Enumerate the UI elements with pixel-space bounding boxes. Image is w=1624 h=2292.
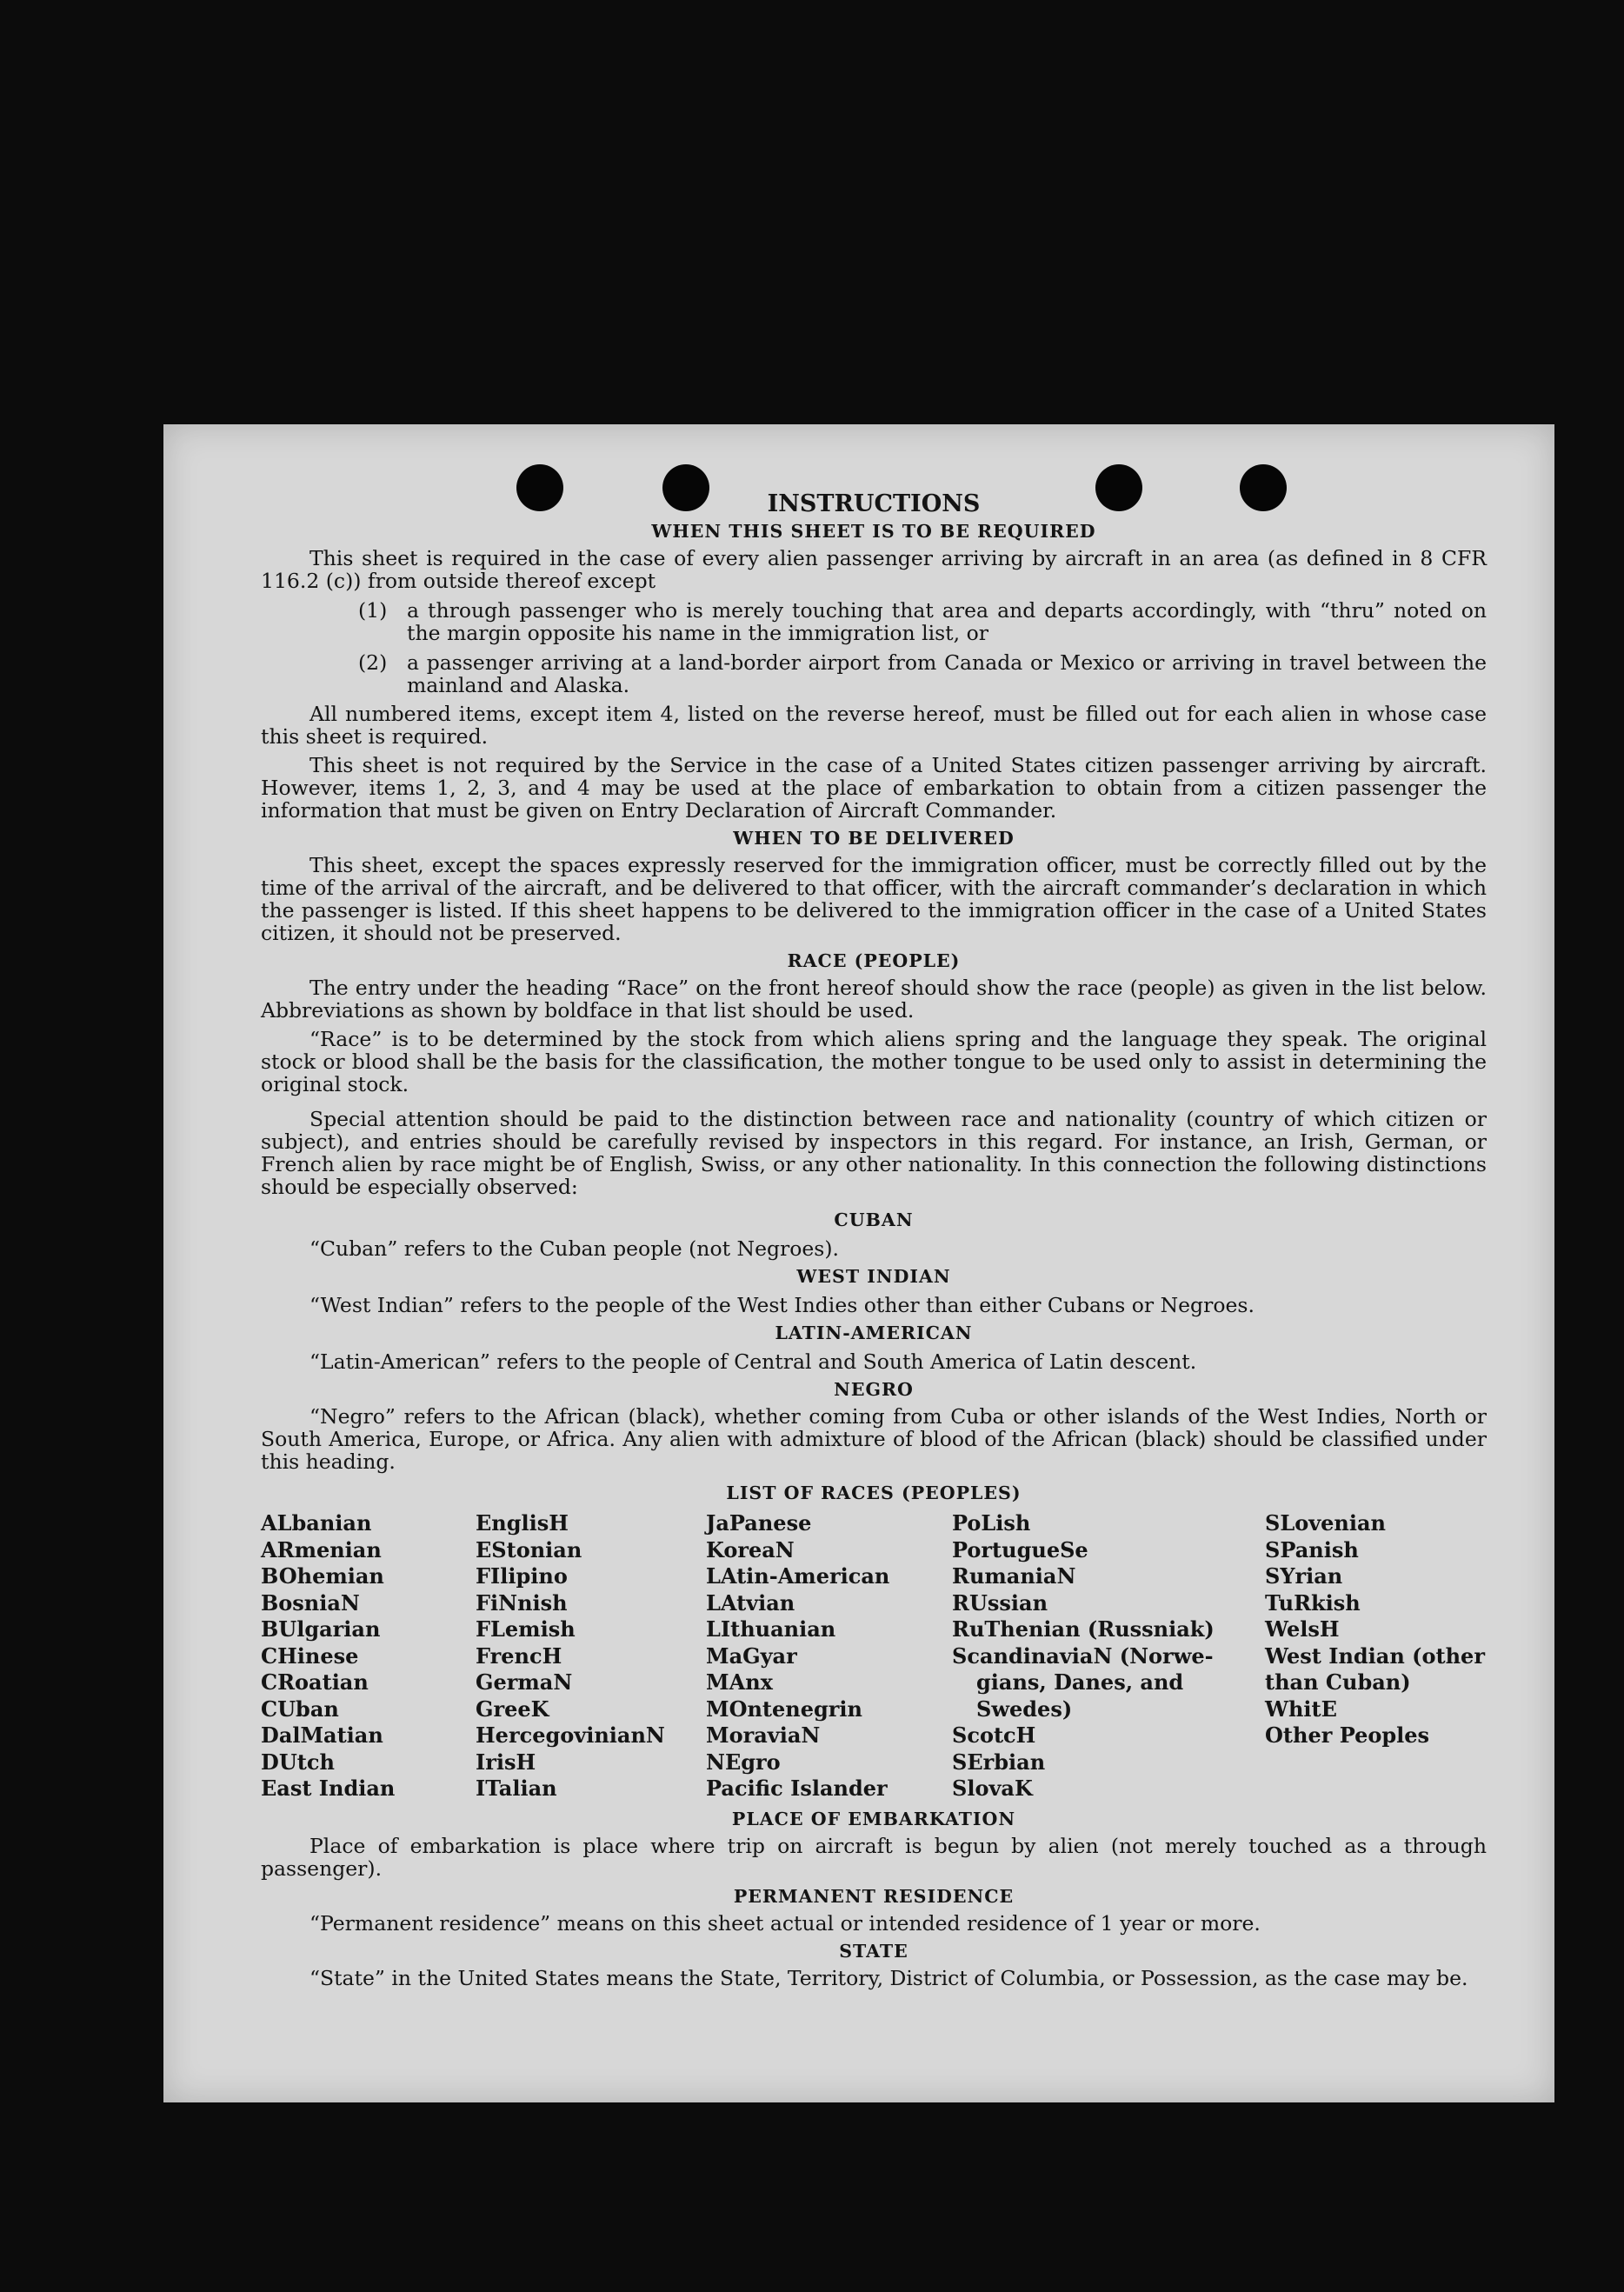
race-entry: WelsH [1265,1616,1340,1642]
paragraph-latin-american: “Latin-American” refers to the people of Central and South America of Latin descent. [309,1349,1197,1374]
race-entry: RuThenian (Russniak) [952,1616,1215,1642]
exception-item-1 [358,599,1487,644]
race-entry: ScotcH [952,1722,1036,1748]
paragraph-race-stock: “Race” is to be determined by the stock from which aliens spring and the language they speak. The original stock or blood shall be the basis for the classification, the mother tongue to be used only to assist in determining the original stock. [261,1027,1487,1096]
race-entry: HercegovinianN [476,1722,665,1748]
section-heading-residence: PERMANENT RESIDENCE [733,1885,1015,1907]
item-number: (1) [358,598,388,623]
race-entry: SLovenian [1265,1510,1386,1536]
section-heading-state: STATE [839,1940,909,1962]
section-heading-races-list: LIST OF RACES (PEOPLES) [726,1482,1022,1503]
race-entry: BosniaN [261,1589,360,1616]
exception-item-2 [358,651,1487,696]
section-heading-latin-american: LATIN-AMERICAN [775,1323,973,1343]
paragraph-citizen: This sheet is not required by the Service in the case of a United States citizen passenger arriving by aircraft. However, items 1, 2, 3, and 4 may be used at the place of embarkation to obtain from a citizen passenger the information that must be given on Entry Declaration of Aircraft Commander. [261,753,1487,823]
item-number: (2) [358,650,388,675]
races-column-4 [952,1510,1265,1802]
section-heading-negro: NEGRO [834,1379,914,1400]
race-entry: MOntenegrin [706,1696,862,1722]
race-entry: ITalian [476,1776,557,1801]
race-entry: SYrian [1265,1563,1343,1589]
race-entry: TuRkish [1265,1589,1361,1616]
races-column-2 [476,1510,706,1802]
race-entry: SErbian [952,1749,1046,1775]
races-column-5 [1265,1510,1487,1802]
paragraph-cuban: “Cuban” refers to the Cuban people (not Negroes). [309,1236,840,1261]
race-entry: Other Peoples [1265,1722,1430,1748]
race-entry: ScandinaviaN (Norwe- [952,1642,1214,1669]
race-entry: East Indian [261,1776,396,1801]
race-entry: FIlipino [476,1563,568,1589]
race-entry: WhitE [1265,1696,1337,1722]
instructions-body [261,490,1487,1989]
race-entry: Pacific Islander [706,1776,888,1801]
race-entry: SlovaK [952,1776,1033,1801]
race-entry: FLemish [476,1616,576,1642]
race-entry: BOhemian [261,1563,384,1589]
race-entry: SPanish [1265,1536,1359,1562]
races-column-1 [261,1510,476,1802]
paragraph-embarkation: Place of embarkation is place where trip on aircraft is begun by alien (not merely touched as a through passenger). [261,1833,1487,1881]
race-entry: FrencH [476,1642,562,1669]
section-heading-delivered: WHEN TO BE DELIVERED [733,828,1015,849]
paragraph-numbered-items: All numbered items, except item 4, listed on the reverse hereof, must be filled out for each alien in whose case this sheet is required. [261,702,1487,749]
race-entry: BUlgarian [261,1616,381,1642]
section-heading-embarkation: PLACE OF EMBARKATION [731,1808,1016,1829]
race-entry: CHinese [261,1642,359,1669]
paragraph-residence: “Permanent residence” means on this sheet actual or intended residence of 1 year or more. [309,1910,1261,1936]
race-entry: ARmenian [261,1536,382,1562]
race-entry: than Cuban) [1265,1669,1411,1695]
paragraph-race-nationality: Special attention should be paid to the distinction between race and nationality (country of which citizen or subject), and entries should be carefully revised by inspectors in this regard. For instance, an Irish, German, or French alien by race might be of English, Swiss, or any other nationality. In this connection the following distinctions should be especially observed: [261,1107,1487,1199]
page-title: INSTRUCTIONS [767,490,981,517]
race-entry: DalMatian [261,1722,383,1748]
race-entry: Swedes) [976,1696,1073,1722]
paragraph-required-intro: This sheet is required in the case of every alien passenger arriving by aircraft in an area (as defined in 8 CFR 116.2 (c)) from outside thereof except [261,546,1487,593]
race-entry: LAtin-American [706,1563,890,1589]
race-entry: West Indian (other [1265,1642,1485,1669]
section-heading-required: WHEN THIS SHEET IS TO BE REQUIRED [651,521,1096,542]
race-entry: GermaN [476,1669,573,1695]
race-entry: CUban [261,1696,339,1722]
race-entry: PortugueSe [952,1536,1088,1562]
race-entry: RumaniaN [952,1563,1076,1589]
race-entry: MAnx [706,1669,773,1695]
section-heading-cuban: CUBAN [834,1209,914,1230]
race-entry: RUssian [952,1589,1048,1616]
race-entry: IrisH [476,1749,536,1775]
paragraph-state: “State” in the United States means the State, Territory, District of Columbia, or Possession, as the case may be. [309,1965,1468,1990]
race-entry: JaPanese [706,1510,812,1536]
race-entry: gians, Danes, and [976,1669,1184,1695]
race-entry: MaGyar [706,1642,797,1669]
item-text: a passenger arriving at a land-border airport from Canada or Mexico or arriving in travel between the mainland and Alaska. [407,650,1487,697]
item-text: a through passenger who is merely touching that area and departs accordingly, with “thru” noted on the margin opposite his name in the immigration list, or [407,598,1487,645]
section-heading-race: RACE (PEOPLE) [787,950,961,971]
race-entry: CRoatian [261,1669,369,1695]
section-heading-west-indian: WEST INDIAN [796,1266,951,1287]
instruction-sheet [163,424,1554,2102]
race-entry: MoraviaN [706,1722,821,1748]
paragraph-west-indian: “West Indian” refers to the people of the West Indies other than either Cubans or Negroes. [309,1293,1255,1317]
race-entry: PoLish [952,1510,1031,1536]
race-entry: GreeK [476,1696,549,1722]
paragraph-delivered: This sheet, except the spaces expressly reserved for the immigration officer, must be correctly filled out by the time of the arrival of the aircraft, and be delivered to that officer, with the aircraft commander’s declaration in which the passenger is listed. If this sheet happens to be delivered to the immigration officer in the case of a United States citizen, it should not be preserved. [261,853,1487,945]
race-entry: FiNnish [476,1589,568,1616]
race-entry: LIthuanian [706,1616,836,1642]
paragraph-negro: “Negro” refers to the African (black), whether coming from Cuba or other islands of the West Indies, North or South America, Europe, or Africa. Any alien with admixture of blood of the African (black) should be classified under this heading. [261,1404,1487,1474]
race-entry: EStonian [476,1536,582,1562]
race-entry: DUtch [261,1749,335,1775]
race-entry: NEgro [706,1749,781,1775]
race-entry: ALbanian [261,1510,372,1536]
races-list [261,1510,1487,1802]
paragraph-race-entry: The entry under the heading “Race” on the front hereof should show the race (people) as given in the list below. Abbreviations as shown by boldface in that list should be used. [261,976,1487,1023]
race-entry: KoreaN [706,1536,795,1562]
races-column-3 [706,1510,952,1802]
race-entry: EnglisH [476,1510,569,1536]
race-entry: LAtvian [706,1589,795,1616]
